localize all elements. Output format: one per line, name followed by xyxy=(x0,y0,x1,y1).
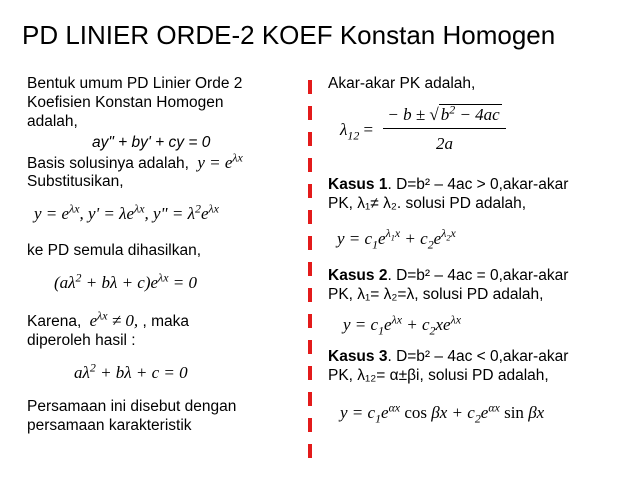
intro-line: Koefisien Konstan Homogen xyxy=(27,94,224,111)
closing-line: Persamaan ini disebut dengan xyxy=(27,398,237,415)
page-title: PD LINIER ORDE-2 KOEF Konstan Homogen xyxy=(22,20,556,50)
substituted-equation: $(a\lambda^2 + b\lambda + c)e^{\lambda x} = 0$ xyxy=(54,270,197,292)
kasus2-text: Kasus 2. D=b² – 4ac = 0,akar-akar PK, λ₁= λ₂=λ, solusi PD adalah, xyxy=(328,267,569,303)
substitution-equation: $y = e^{\lambda x}$, $y' = \lambda e^{\lambda x}$, y" = $\lambda^2e^{\lambda x}$ xyxy=(34,201,219,223)
basis-text: Basis solusinya adalah, xyxy=(27,155,189,172)
characteristic-equation: $a\lambda^2 + b\lambda + c = 0$ xyxy=(74,360,188,382)
intro-line: adalah, xyxy=(27,113,78,130)
basis-line xyxy=(27,150,243,173)
intro-line: Bentuk umum PD Linier Orde 2 xyxy=(27,75,243,92)
kasus3-text: Kasus 3. D=b² – 4ac < 0,akar-akar PK, λ₁₂= α±βi, solusi PD adalah, xyxy=(328,348,569,384)
back-text: ke PD semula dihasilkan, xyxy=(27,242,202,259)
closing-text xyxy=(27,397,236,435)
diperoleh-text: diperoleh hasil : xyxy=(27,332,136,349)
roots-text: Akar-akar PK adalah, xyxy=(328,75,476,92)
general-equation: ay" + by' + cy = 0 xyxy=(92,134,211,151)
subst-text: Substitusikan, xyxy=(27,173,124,190)
kasus1-text: Kasus 1. D=b² – 4ac > 0,akar-akar PK, λ₁≠ λ₂. solusi PD adalah, xyxy=(328,176,569,212)
solution-3: $y = c_1e^{\alpha x}$ $\cos \beta x + c_2e^{\alpha x}$ sin βx xyxy=(340,400,545,426)
intro-text xyxy=(27,74,242,131)
column-divider xyxy=(308,80,312,460)
closing-line: persamaan karakteristik xyxy=(27,417,192,434)
karena-line: Karena, $e^{\lambda x} \ne 0$, , maka xyxy=(27,308,190,330)
quadratic-formula: $\lambda_{12}$ = $\frac{- b \pm √ b^2 - 4ac}{2a}$ xyxy=(340,104,506,155)
solution-2: $y = c_1e^{\lambda x} + c_2xe^{\lambda x}$ xyxy=(343,312,462,338)
solution-1: $y = c_1e^{\lambda_1x} + c_2e^{\lambda_2x}$ xyxy=(337,226,456,252)
basis-equation: $y = e^{\lambda x}$ xyxy=(197,150,243,172)
